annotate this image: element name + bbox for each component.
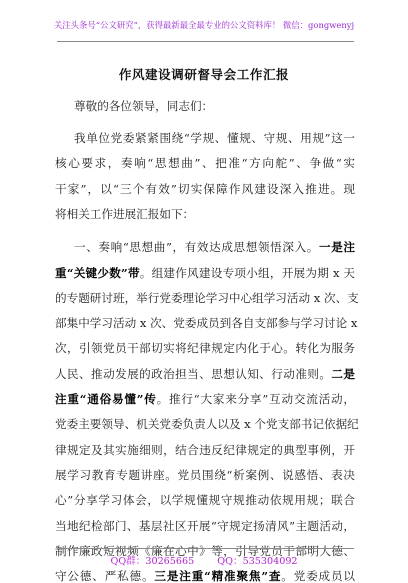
- body-line: [55, 392, 355, 406]
- footer-qq-contact: QQ：535304092: [217, 556, 298, 567]
- body-line: [55, 417, 359, 431]
- header-divider: [57, 41, 354, 42]
- body-line: [55, 291, 359, 305]
- body-line: [74, 240, 355, 254]
- body-line: [55, 182, 355, 196]
- text-run: 我单位党委紧紧围绕“学规、懂规、守规、用规”这一: [74, 131, 355, 145]
- header-promo-text: 关注头条号“公文研究”，获得最新最全最专业的公文资料库！ 微信：gongwenyj: [53, 20, 355, 30]
- text-run: 部集中学习活动 x 次、党委成员到各自支部参与学习讨论 x: [55, 316, 358, 330]
- bold-run: 三是注重“精准聚焦”查: [154, 569, 282, 583]
- text-run: 当地纪检部门、基层社区开展“守规定扬清风”主题活动，: [55, 519, 355, 533]
- body-line: [55, 266, 355, 280]
- body-line: [55, 316, 358, 330]
- bold-run: 二是: [331, 367, 355, 381]
- text-run: 核心要求，奏响“思想曲”、把准“方向舵”、争做“实: [55, 156, 355, 170]
- body-line: [55, 156, 355, 170]
- body-line: [74, 131, 355, 145]
- body-line: [55, 493, 355, 507]
- text-run: 干家”，以“三个有效”切实保障作风建设深入推进。现: [55, 182, 355, 196]
- body-line: [55, 341, 355, 355]
- body-line: [55, 519, 355, 533]
- text-run: 次，引领党员干部切实将纪律规定内化于心。转化为服务: [55, 341, 355, 355]
- bold-run: 重“关键少数”带: [55, 266, 140, 280]
- text-run: 守公德、严私德。: [55, 569, 155, 583]
- text-run: 律规定及其实施细则，结合违反纪律规定的典型事例，开: [55, 443, 355, 457]
- text-run: 。组建作风建设专项小组，开展为期 x 天: [139, 266, 355, 280]
- body-line: [55, 367, 355, 381]
- text-run: 心”分享学习体会，以学规懂规守规推动依规用规；联合: [55, 493, 355, 507]
- body-line: [55, 207, 355, 221]
- text-run: 人民、推动发展的政治担当、思想认知、行动准则。: [55, 367, 332, 381]
- footer-qq-group: QQ群：30265665: [110, 556, 195, 567]
- bold-run: 注重“通俗易懂”传: [55, 392, 157, 406]
- text-run: 将相关工作进展汇报如下：: [55, 207, 195, 221]
- document-title: 作风建设调研督导会工作汇报: [118, 67, 290, 82]
- text-run: 。推行“大家来分享”互动交流活动，: [156, 392, 356, 406]
- bold-run: 一是注: [318, 240, 355, 254]
- text-run: 制作廉政短视频《廉在心中》等，引导党员干部明大德、: [55, 544, 355, 558]
- text-run: 展学习教育专题讲座。党员围绕“析案例、说感悟、表决: [55, 468, 355, 482]
- text-run: 一、奏响“思想曲”，有效达成思想领悟深入。: [74, 240, 319, 254]
- body-line: [55, 569, 355, 583]
- page-footer: [0, 553, 408, 567]
- text-run: 的专题研讨班，举行党委理论学习中心组学习活动 x 次、支: [55, 291, 359, 305]
- body-line: [55, 468, 355, 482]
- text-run: 党委主要领导、机关党委负责人以及 x 个党支部书记依据纪: [55, 417, 359, 431]
- footer-divider: [57, 548, 354, 549]
- body-line: [55, 443, 355, 457]
- salutation: 尊敬的各位领导，同志们：: [74, 99, 214, 113]
- text-run: 。党委成员以: [281, 569, 355, 583]
